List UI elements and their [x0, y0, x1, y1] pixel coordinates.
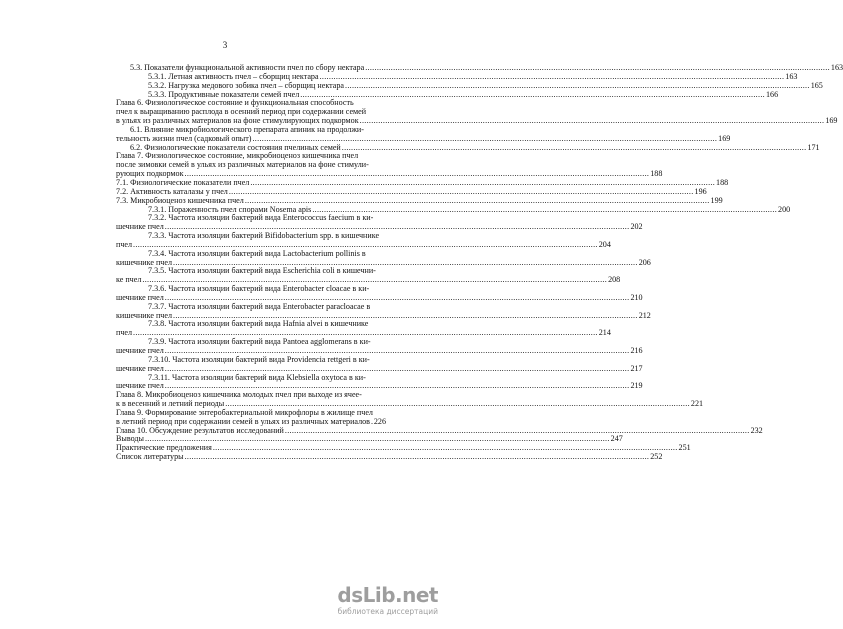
toc-page-number: 214	[598, 328, 611, 338]
toc-entry	[116, 213, 643, 232]
toc-page-number: 217	[630, 363, 643, 373]
toc-entry	[116, 319, 611, 338]
toc-entry-text: Глава 6. Физиологическое состояние и функциональная способность	[116, 98, 354, 108]
toc-entry-text: шечнике пчел	[116, 346, 164, 355]
toc-entry-text: Глава 7. Физиологическое состояние, микробиоценоз кишечника пчел	[116, 151, 359, 161]
toc-page-number: 226	[373, 416, 386, 426]
toc-entry-text: в ульях из различных материалов на фоне стимулирующих подкормок	[116, 116, 359, 126]
toc-entry-text: шечнике пчел	[116, 381, 164, 391]
toc-entry-text: 7.3.8. Частота изоляции бактерий вида Hafnia alvei в кишечнике	[148, 319, 369, 329]
toc-entry-text: 7.3.4. Частота изоляции бактерий вида Lactobacterium pollinis в	[148, 248, 366, 258]
toc-leader-dots: ........................................................................................................................................................................................................	[319, 71, 785, 81]
toc-leader-dots: ........................................................................................................................................................................................................	[312, 204, 778, 214]
toc-entry-text: шечнике пчел	[116, 222, 164, 232]
toc-entry-text: к в весенний и летний периоды	[116, 399, 225, 409]
toc-leader-dots: ........................................................................................................................................................................................................	[284, 425, 750, 435]
toc-page-number: 163	[830, 63, 843, 72]
toc-page-number: 171	[807, 142, 820, 152]
toc-leader-dots: ........................................................................................................................................................................................................	[345, 80, 810, 90]
page-number: 3	[222, 40, 228, 50]
toc-entry-text: 5.3.3. Продуктивные показатели семей пчел	[148, 89, 300, 99]
toc-entry-text: 7.3.10. Частота изоляции бактерий вида Providencia rettgeri в ки-	[148, 354, 370, 364]
toc-leader-dots: ........................................................................................................................................................................................................	[164, 363, 630, 373]
toc-leader-dots: ........................................................................................................................................................................................................	[225, 399, 690, 409]
toc-entry-text: Глава 9. Формирование энтеробактериальной микрофлоры в жилище пчел	[116, 407, 373, 417]
toc-entry-text: 5.3.2. Нагрузка медового зобика пчел – сборщиц нектара	[148, 80, 345, 90]
toc-page-number: 196	[694, 186, 707, 196]
toc-page-number: 208	[608, 275, 621, 285]
watermark-subtitle: библиотека диссертаций	[337, 607, 438, 616]
toc-entry	[116, 284, 643, 303]
toc-leader-dots: ........................................................................................................................................................................................................	[212, 443, 678, 453]
toc-leader-dots: ........................................................................................................................................................................................................	[244, 195, 710, 205]
watermark-brand: dsLib.net	[337, 583, 438, 607]
toc-leader-dots: ........................................................................................................................................................................................................	[250, 177, 716, 187]
toc-page-number: 166	[765, 89, 779, 99]
toc-page-number: 169	[825, 116, 838, 126]
toc-entry-text: 5.3. Показатели функциональной активности пчел по сбору нектара	[130, 63, 365, 72]
toc-entry-text: рующих подкормок	[116, 169, 184, 179]
toc-page-number: 188	[650, 169, 663, 179]
toc-entry-text: 7.3.7. Частота изоляции бактерий вида Enterobacter paracloacae в	[148, 301, 371, 311]
toc-entry-text: 6.1. Влияние микробиологического препарата апиник на продолжи-	[130, 124, 364, 134]
toc-entry-text: Список литературы	[116, 452, 184, 462]
toc-page-number: 206	[638, 257, 651, 267]
toc-entry-text: Выводы	[116, 434, 144, 444]
toc-entry-text: Глава 8. Микробиоценоз кишечника молодых пчел при выходе из ячее-	[116, 390, 362, 400]
toc-page-number: 202	[630, 222, 643, 232]
toc-entry-text: 7.2. Активность каталазы у пчел	[116, 186, 228, 196]
toc-entry	[116, 231, 611, 250]
toc-leader-dots: ........................................................................................................................................................................................................	[252, 133, 718, 143]
toc-leader-dots: ........................................................................................................................................................................................................	[144, 434, 610, 444]
toc-page-number: 252	[650, 452, 663, 462]
toc-leader-dots: ........................................................................................................................................................................................................	[341, 142, 807, 152]
toc-entry	[116, 372, 643, 392]
toc-leader-dots: ........................................................................................................................................................................................................	[133, 328, 598, 338]
toc-entry-text: шечнике пчел	[116, 363, 164, 373]
toc-entry-text: 7.3.6. Частота изоляции бактерий вида Enterobacter cloacae в ки-	[148, 284, 370, 294]
toc-entry-text: тельность жизни пчел (садковый опыт)	[116, 133, 252, 143]
toc-entry-text: 7.3.1. Пораженность пчел спорами Nosema apis	[148, 204, 312, 214]
toc-entry	[116, 337, 643, 356]
toc-entry-text: 6.2. Физиологические показатели состояния пчелиных семей	[130, 142, 341, 152]
toc-entry	[116, 98, 838, 126]
watermark	[328, 583, 438, 619]
toc-entry-text: пчел	[116, 239, 133, 249]
toc-page-number: 221	[690, 399, 704, 409]
toc-leader-dots: ........................................................................................................................................................................................................	[164, 222, 630, 232]
toc-leader-dots: ........................................................................................................................................................................................................	[133, 239, 598, 249]
toc-page-number: 169	[718, 133, 731, 143]
toc-entry-text: кишечнике пчел	[116, 257, 172, 267]
toc-entry	[116, 390, 704, 409]
toc-entry	[116, 301, 651, 321]
toc-page-number: 204	[598, 239, 611, 249]
toc-page-number: 165	[810, 80, 823, 90]
toc-page-number: 199	[710, 195, 723, 205]
toc-page-number: 216	[630, 346, 643, 355]
toc-leader-dots: ........................................................................................................................................................................................................	[228, 186, 694, 196]
toc-leader-dots: ........................................................................................................................................................................................................	[173, 257, 638, 267]
toc-entry	[116, 151, 663, 179]
toc-entry-text: 7.1. Физиологические показатели пчел	[116, 177, 250, 187]
toc-leader-dots: ........................................................................................................................................................................................................	[173, 310, 638, 320]
toc-page-number: 200	[778, 204, 791, 214]
toc-entry-text: Глава 10. Обсуждение результатов исследований	[116, 425, 284, 435]
toc-entry-text: шечнике пчел	[116, 292, 164, 302]
toc-entry-text: пчел к выращиванию расплода в осенний период при содержании семей	[116, 107, 367, 117]
toc-entry-text: в летний период при содержании семей в ульях из различных материалов	[116, 416, 370, 426]
toc-leader-dots: ........................................................................................................................................................................................................	[164, 292, 630, 302]
toc-leader-dots: ........................................................................................................................................................................................................	[365, 63, 830, 72]
toc-leader-dots: ........................................................................................................................................................................................................	[300, 89, 765, 99]
toc-leader-dots: ........................................................................................................................................................................................................	[184, 452, 650, 462]
toc-entry-text: 5.3.1. Летная активность пчел – сборщиц нектара	[148, 71, 319, 81]
toc-page-number: 251	[678, 443, 691, 453]
toc-entry-text: 7.3. Микробиоценоз кишечника пчел	[116, 195, 244, 205]
toc-page-number: 219	[630, 381, 643, 391]
toc-leader-dots: ........................................................................................................................................................................................................	[184, 169, 650, 179]
toc-leader-dots: ........................................................................................................................................................................................................	[142, 275, 608, 285]
toc-page-number: 212	[638, 310, 651, 320]
toc-entry-text: ке пчел	[116, 275, 142, 285]
toc-leader-dots: ........................................................................................................................................................................................................	[359, 116, 825, 126]
toc-page-number: 232	[750, 425, 763, 435]
toc-entry	[116, 248, 651, 268]
toc-page-number: 247	[610, 434, 623, 444]
toc-page-number: 188	[716, 177, 729, 187]
toc-entry	[116, 452, 663, 462]
toc-entry-text: 7.3.3. Частота изоляции бактерий Bifidobacterium spp. в кишечнике	[148, 231, 380, 241]
toc-leader-dots: ........................................................................................................................................................................................................	[164, 346, 630, 355]
toc-entry	[116, 266, 621, 285]
toc-entry	[116, 354, 643, 374]
toc-entry-text: 7.3.2. Частота изоляции бактерий вида Enterococcus faecium в ки-	[148, 213, 374, 223]
toc-leader-dots: ........................................................................................................................................................................................................	[164, 381, 630, 391]
table-of-contents	[116, 63, 843, 462]
toc-entry-text: 7.3.11. Частота изоляции бактерий вида Klebsiella oxytoca в ки-	[148, 372, 366, 382]
toc-page-number: 210	[630, 292, 643, 302]
toc-entry-text: пчел	[116, 328, 133, 338]
toc-entry-text: Практические предложения	[116, 443, 212, 453]
toc-page-number: 163	[785, 71, 798, 81]
toc-entry	[116, 124, 731, 144]
toc-entry	[116, 409, 386, 427]
toc-entry-text: кишечнике пчел	[116, 310, 172, 320]
toc-entry-text: 7.3.5. Частота изоляции бактерий вида Escherichia coli в кишечни-	[148, 266, 376, 276]
toc-entry-text: 7.3.9. Частота изоляции бактерий вида Pantoea agglomerans в ки-	[148, 337, 371, 347]
toc-entry-text: после зимовки семей в ульях из различных материалов на фоне стимули-	[116, 160, 369, 170]
